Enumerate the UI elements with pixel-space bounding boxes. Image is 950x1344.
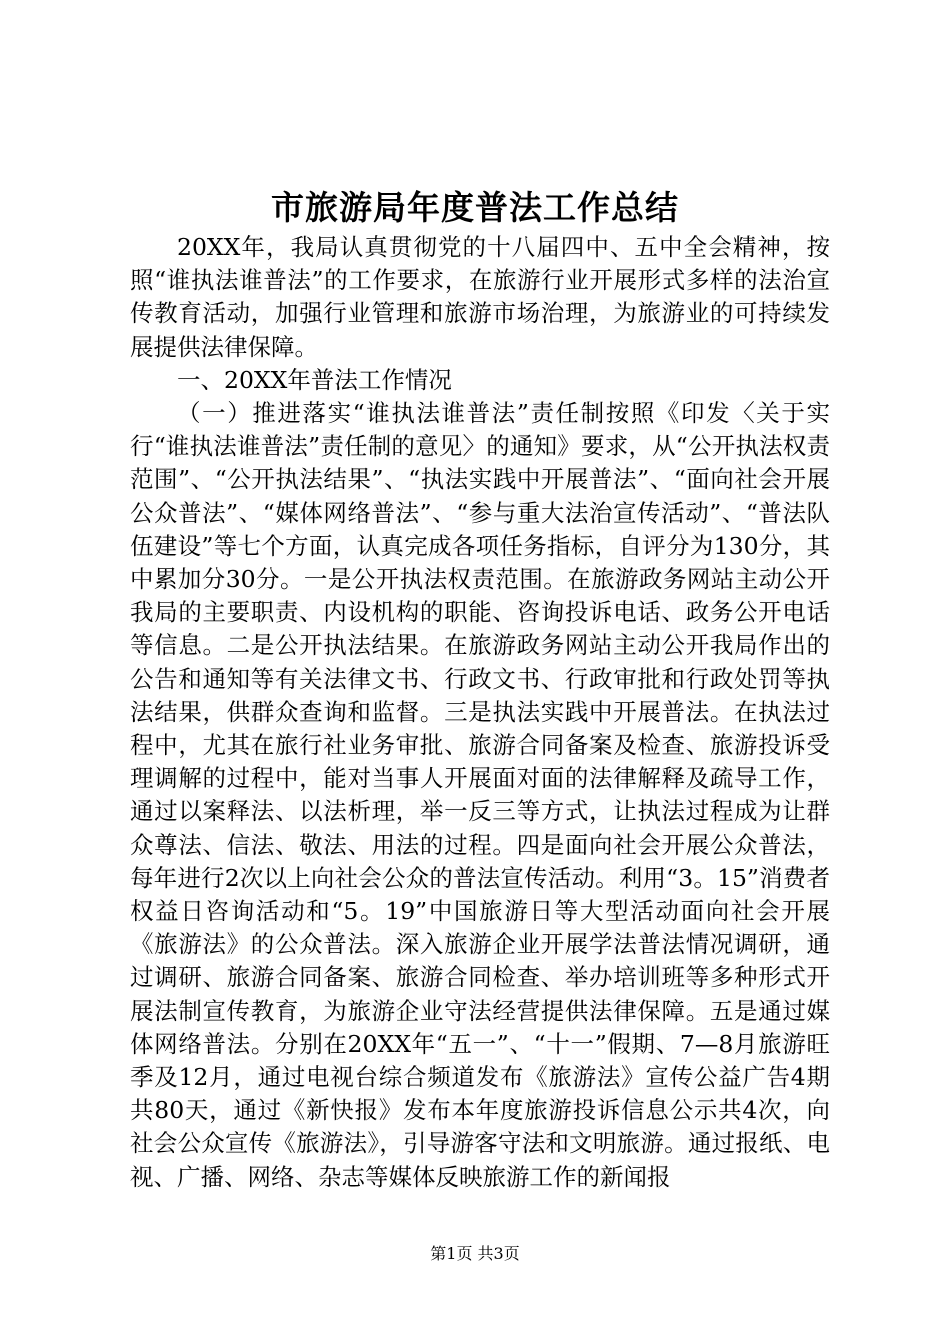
paragraph-section-1: （一）推进落实“谁执法谁普法”责任制按照《印发〈关于实行“谁执法谁普法”责任制的意见〉的通知》要求，从“公开执法权责范围”、“公开执法结果”、“执法实践中开展普法”、“面向社会开展公众普法”、“媒体网络普法”、“参与重大法治宣传活动”、“普法队伍建设”等七个方面，认真完成各项任务指标，自评分为130分，其中累加分30分。一是公开执法权责范围。在旅游政务网站主动公开我局的主要职责、内设机构的职能、咨询投诉电话、政务公开电话等信息。二是公开执法结果。在旅游政务网站主动公开我局作出的公告和通知等有关法律文书、行政文书、行政审批和行政处罚等执法结果，供群众查询和监督。三是执法实践中开展普法。在执法过程中，尤其在旅行社业务审批、旅游合同备案及检查、旅游投诉受理调解的过程中，能对当事人开展面对面的法律解释及疏导工作，通过以案释法、以法析理，举一反三等方式，让执法过程成为让群众尊法、信法、敬法、用法的过程。四是面向社会开展公众普法，每年进行2次以上向社会公众的普法宣传活动。利用“3。15”消费者权益日咨询活动和“5。19”中国旅游日等大型活动面向社会开展《旅游法》的公众普法。深入旅游企业开展学法普法情况调研，通过调研、旅游合同备案、旅游合同检查、举办培训班等多种形式开展法制宣传教育，为旅游企业守法经营提供法律保障。五是通过媒体网络普法。分别在20XX年“五一”、“十一”假期、7—8月旅游旺季及12月，通过电视台综合频道发布《旅游法》宣传公益广告4期共80天，通过《新快报》发布本年度旅游投诉信息公示共4次，向社会公众宣传《旅游法》，引导游客守法和文明旅游。通过报纸、电视、广播、网络、杂志等媒体反映旅游工作的新闻报 [130,399,830,1191]
document-body [130,231,830,1194]
paragraph-intro: 20XX年，我局认真贯彻党的十八届四中、五中全会精神，按照“谁执法谁普法”的工作要求，在旅游行业开展形式多样的法治宣传教育活动，加强行业管理和旅游市场治理，为旅游业的可持续发展提供法律保障。 [130,233,830,361]
page-footer: 第1页 共3页 [430,1244,520,1263]
section-heading: 一、20XX年普法工作情况 [177,365,452,394]
document-title: 市旅游局年度普法工作总结 [271,188,679,227]
